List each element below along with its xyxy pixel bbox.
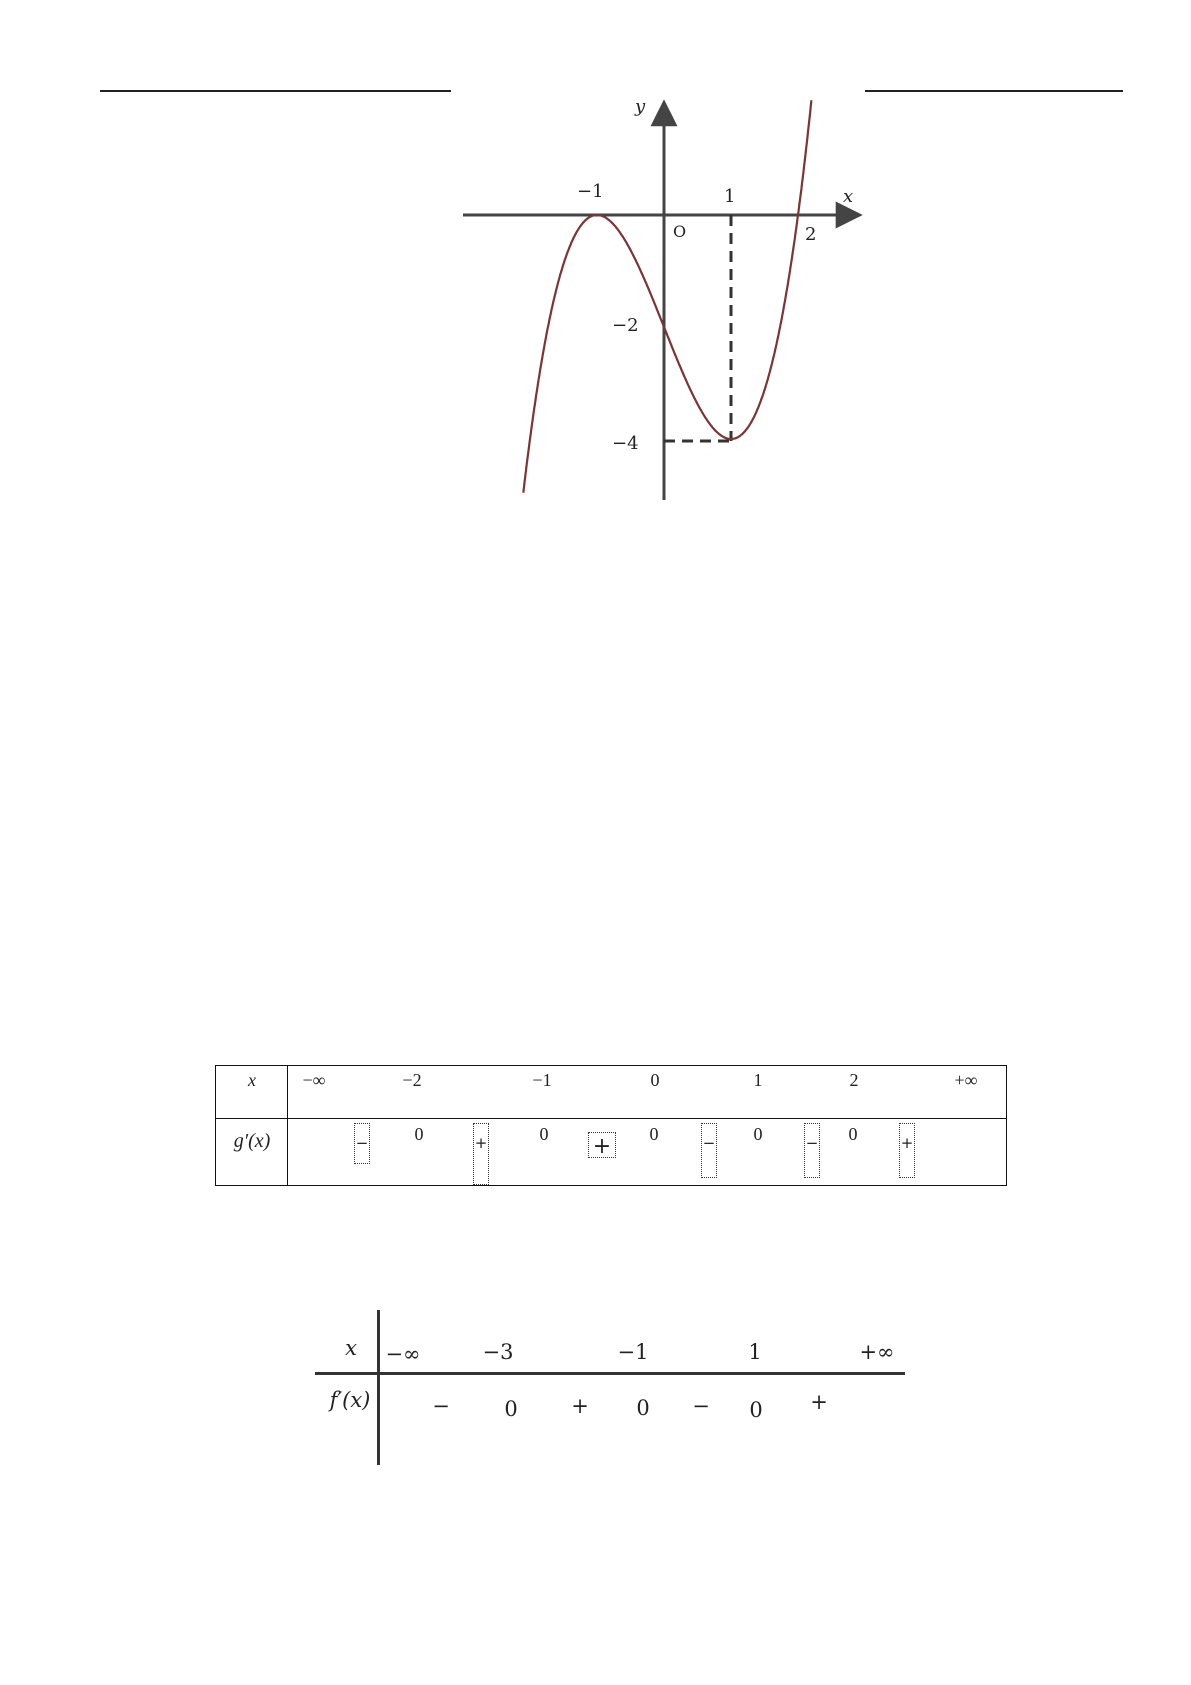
x-value: +∞ bbox=[859, 1340, 895, 1364]
x-tick-label: 1 bbox=[724, 186, 736, 207]
zero-mark: 0 bbox=[636, 1396, 650, 1420]
table-column-divider bbox=[377, 1310, 380, 1465]
g-derivative-sign-table bbox=[215, 1065, 1007, 1186]
x-value: −1 bbox=[617, 1340, 649, 1364]
x-value: −2 bbox=[402, 1070, 422, 1090]
x-tick-label: −1 bbox=[577, 181, 604, 202]
sign-box: + bbox=[899, 1123, 915, 1178]
origin-label: O bbox=[673, 222, 687, 241]
sign-box: − bbox=[701, 1123, 717, 1178]
table-column-divider bbox=[287, 1066, 288, 1185]
function-curve bbox=[523, 100, 811, 493]
zero-mark: 0 bbox=[649, 1124, 659, 1144]
x-value: 0 bbox=[650, 1070, 660, 1090]
y-tick-label: −4 bbox=[612, 433, 639, 454]
zero-mark: 0 bbox=[749, 1398, 763, 1422]
sign-box: − bbox=[804, 1123, 820, 1178]
sign-box: + bbox=[588, 1132, 616, 1158]
sign-box: − bbox=[354, 1123, 370, 1164]
x-tick-label: 2 bbox=[805, 224, 817, 245]
x-value: −1 bbox=[532, 1070, 552, 1090]
sign-mark: + bbox=[571, 1394, 589, 1418]
x-value: −3 bbox=[482, 1340, 514, 1364]
x-value: 1 bbox=[753, 1070, 763, 1090]
x-value: 2 bbox=[849, 1070, 859, 1090]
zero-mark: 0 bbox=[753, 1124, 763, 1144]
table-row-divider bbox=[315, 1372, 905, 1375]
x-value: −∞ bbox=[385, 1342, 421, 1366]
y-tick-label: −2 bbox=[612, 315, 639, 336]
x-value: 1 bbox=[748, 1340, 762, 1364]
zero-mark: 0 bbox=[848, 1124, 858, 1144]
f-derivative-sign-table bbox=[310, 1310, 910, 1470]
x-value: +∞ bbox=[954, 1070, 978, 1090]
row-label-x: x bbox=[345, 1336, 357, 1360]
table-row-divider bbox=[216, 1118, 1006, 1119]
x-value: −∞ bbox=[302, 1070, 326, 1090]
sign-mark: − bbox=[432, 1394, 450, 1418]
sign-box: + bbox=[473, 1123, 489, 1185]
zero-mark: 0 bbox=[414, 1124, 424, 1144]
sign-mark: + bbox=[810, 1390, 828, 1414]
sign-mark: − bbox=[692, 1394, 710, 1418]
row-label-g-prime: g′(x) bbox=[233, 1130, 271, 1152]
zero-mark: 0 bbox=[504, 1397, 518, 1421]
row-label-f-prime: f′(x) bbox=[329, 1388, 371, 1412]
row-label-x: x bbox=[248, 1070, 256, 1090]
x-axis-label: x bbox=[843, 186, 854, 207]
function-graph bbox=[0, 0, 1191, 520]
zero-mark: 0 bbox=[539, 1124, 549, 1144]
y-axis-label: y bbox=[635, 96, 646, 117]
